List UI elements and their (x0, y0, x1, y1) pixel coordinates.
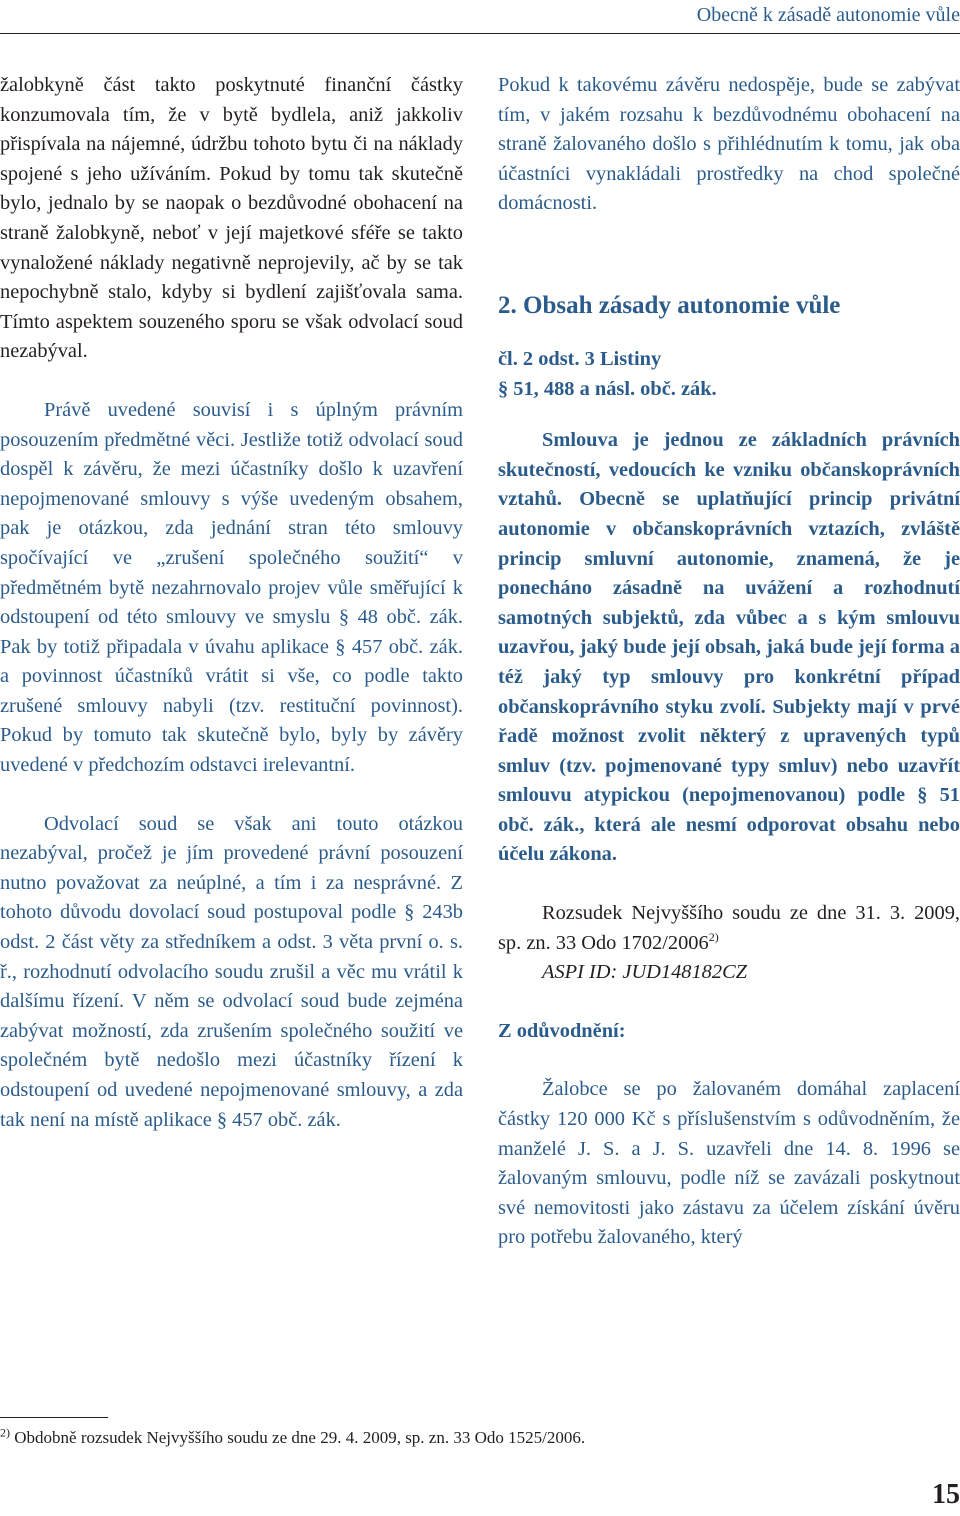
page-number: 15 (932, 1479, 960, 1510)
paragraph: Žalobce se po žalovaném domáhal zaplacení částky 120 000 Kč s příslušenstvím s odůvodněním, že manželé J. S. a J. S. uzavřeli dne 14. 8. 1996 se žalovaným smlouvu, podle níž se zavázali poskytnout své nemovitosti jako zástavu za účelem získání úvěru pro potřebu žalovaného, který (498, 1078, 960, 1249)
header-rule (0, 33, 960, 34)
section-title: 2. Obsah zásady autonomie vůle (498, 291, 841, 319)
aspi-id: ASPI ID: JUD148182CZ (542, 961, 748, 984)
paragraph: Právě uvedené souvisí i s úplným právním posouzením předmětné věci. Jestliže totiž odvolací soud dospěl k závěru, že mezi účastníky došlo k uzavření nepojmenované smlouvy s výše uvedeným obsahem, pak je otázkou, zda jednání stran této smlouvy spočívající ve „zrušení společného soužití“ v předmětném bytě nezahrnovalo projev vůle směřující k odstoupení od této smlouvy ve smyslu § 48 obč. zák. Pak by totiž připadala v úvahu aplikace § 457 obč. zák. a povinnost účastníků vrátit si vše, co podle takto zrušené smlouvy nabyli (tzv. restituční povinnost). Pokud by tomuto tak skutečně bylo, byly by závěry uvedené v předchozím odstavci irelevantní. (0, 398, 463, 777)
paragraph: Odvolací soud se však ani touto otázkou nezabýval, pročež je jím provedené právní posouzení nutno považovat za neúplné, a tím i za nesprávné. Z tohoto důvodu dovolací soud postupoval podle § 243b odst. 2 část věty za středníkem a odst. 3 věta první o. s. ř., rozhodnutí odvolacího soudu zrušil a věc mu vrátil k dalšímu řízení. V něm se odvolací soud bude zejména zabývat možností, zda zrušením společného soužití ve společném bytě nedošlo mezi účastníky řízení k odstoupení od uvedené nepojmenované smlouvy, a zda tak není na místě aplikace § 457 obč. zák. (0, 812, 463, 1131)
footnote-ref: 2) (708, 929, 719, 944)
legal-reference: § 51, 488 a násl. obč. zák. (498, 377, 717, 400)
footnote-mark: 2) (0, 1425, 10, 1440)
paragraph-continued: žalobkyně část takto poskytnuté finanční částky konzumovala tím, že v bytě bydlela, aniž jakkoliv přispívala na nájemné, údržbu tohoto bytu či na náklady spojené s jeho užíváním. Pokud by tomu tak skutečně bylo, jednalo by se naopak o bezdůvodné obohacení na straně žalobkyně, neboť v její majetkové sféře se takto vynaložené náklady negativně neprojevily, ač by se tak nepochybně stalo, kdyby si bydlení zajišťovala sama. Tímto aspektem souzeného sporu se však odvolací soud nezabýval. (0, 74, 463, 363)
footnote (0, 1426, 585, 1450)
reasoning-heading: Z odůvodnění: (498, 1019, 626, 1042)
legal-summary: Smlouva je jednou ze základních právních skutečností, vedoucích ke vzniku občanskoprávních vztahů. Obecně se uplatňující princip privátní autonomie v občanskoprávních vztazích, zvláště princip smluvní autonomie, znamená, že je ponecháno zásadně na uvážení a rozhodnutí samotných subjektů, zda vůbec a s kým smlouvu uzavřou, jaký bude její obsah, jaká bude její forma a též jaký typ smlouvy pro konkrétní případ občanskoprávního styku zvolí. Subjekty mají v prvé řadě možnost zvolit některý z upravených typů smluv (tzv. pojmenované typy smluv) nebo uzavřít smlouvu atypickou (nepojmenovanou) podle § 51 obč. zák., která ale nesmí odporovat obsahu nebo účelu zákona. (498, 429, 960, 866)
decision-line: Rozsudek Nejvyššího soudu ze dne 31. 3. 2009, sp. zn. 33 Odo 1702/2006 (498, 902, 960, 954)
running-head: Obecně k zásadě autonomie vůle (696, 4, 960, 26)
footnote-text: Obdobně rozsudek Nejvyššího soudu ze dne 29. 4. 2009, sp. zn. 33 Odo 1525/2006. (14, 1428, 586, 1447)
right-column (498, 71, 960, 1253)
left-column (0, 71, 463, 1135)
footnote-rule (0, 1417, 108, 1418)
paragraph-continued: Pokud k takovému závěru nedospěje, bude se zabývat tím, v jakém rozsahu k bezdůvodnému obohacení na straně žalovaného došlo s přihlédnutím k tomu, jak oba účastníci vynakládali prostředky na chod společné domácnosti. (498, 74, 960, 215)
decision-citation (498, 899, 960, 958)
legal-reference: čl. 2 odst. 3 Listiny (498, 347, 662, 370)
